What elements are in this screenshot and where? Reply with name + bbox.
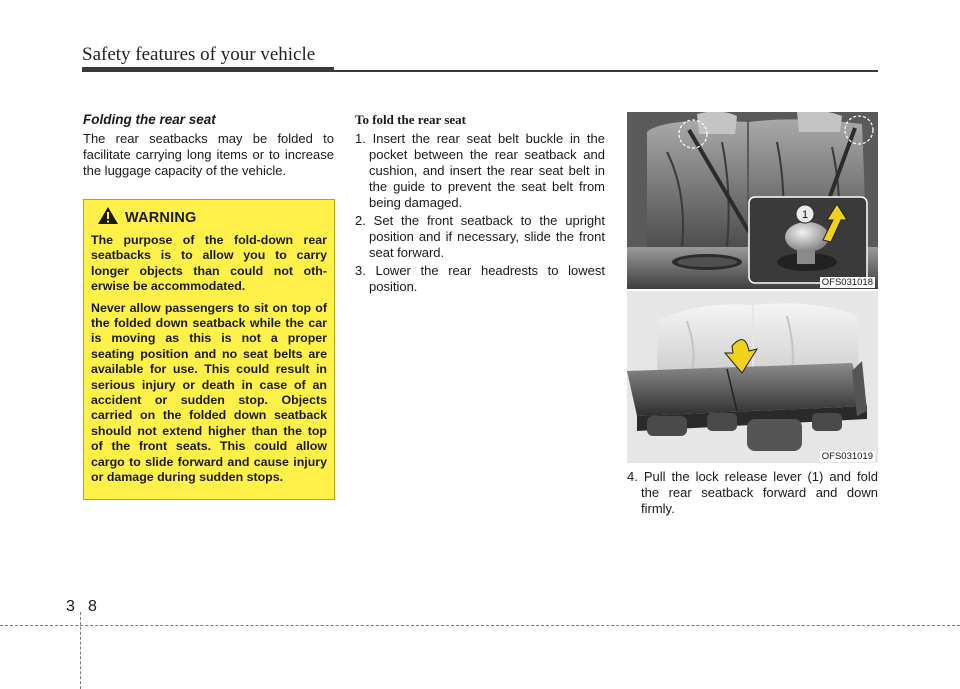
footer-rule [0,625,960,626]
step-4: 4. Pull the lock release lever (1) and fold the rear seatback forward and down firmly. [627,469,878,516]
warning-triangle-icon [97,206,119,230]
intro-paragraph: The rear seatbacks may be folded to facilitate carrying long items or to increase the luggage capacity of the vehicle. [83,131,334,178]
page-header-title: Safety features of your vehicle [82,44,316,65]
middle-column [355,112,605,297]
warning-header [97,206,327,230]
step-1: 1. Insert the rear seat belt buckle in the pocket between the rear seatback and cushion, and insert the rear seat belt in the guide to prevent the seat belt from being damaged. [355,131,605,210]
figure-code-2: OFS031019 [821,451,873,462]
procedure-steps [355,131,605,295]
procedure-heading: To fold the rear seat [355,112,466,127]
folded-seat-figure [627,291,878,463]
page-number: 8 [88,598,97,615]
header-rule-thick [82,67,334,72]
warning-box [83,199,335,500]
left-column [83,112,334,179]
lever-callout-number: 1 [801,209,809,221]
section-number: 3 [66,598,75,615]
warning-paragraph-1: The purpose of the fold-down rear seatbacks is to allow you to carry longer objects than could not oth-erwise be accommodated. [91,233,327,294]
section-heading: Folding the rear seat [83,112,216,127]
footer-vertical-rule [80,612,81,689]
step-2: 2. Set the front seatback to the upright position and if necessary, slide the front seat forward. [355,213,605,260]
warning-title: WARNING [125,210,197,226]
header-rule-thin [334,70,878,72]
warning-paragraph-2: Never allow passengers to sit on top of the folded down seatback while the car is moving as this is not a proper seating position and no seat belts are available for use. This could result in serious injury or death in case of an accident or sudden stop. Objects carried on the folded down seatback should not extend higher than the top of the front seats. This could allow cargo to slide forward and cause injury or damage during sudden stops. [91,300,327,485]
rear-seat-headrest-figure [627,112,878,289]
step-3: 3. Lower the rear headrests to lowest position. [355,263,605,294]
figure-code-1: OFS031018 [821,277,873,288]
